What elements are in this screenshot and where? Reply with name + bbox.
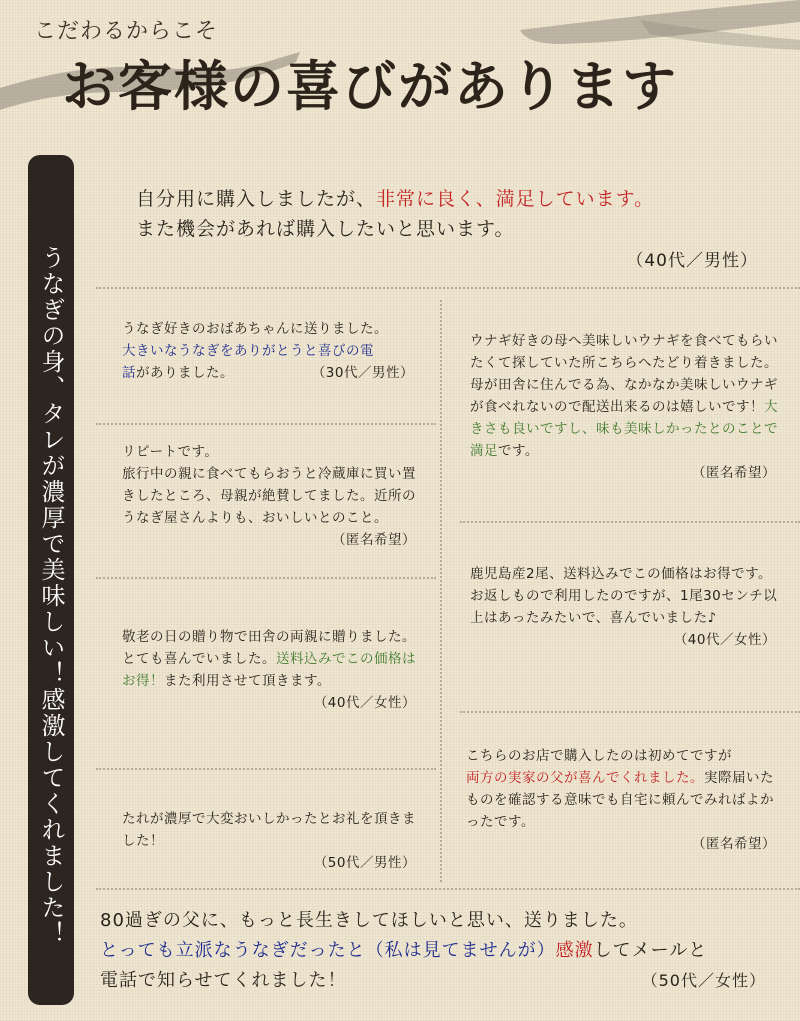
review-text: です。 [498,443,539,459]
divider [96,768,436,770]
review-highlight: 両方の実家の父が喜んでくれました。 [466,770,704,786]
review-text: リピートです。 [122,444,219,460]
bottom-review-line1: 80過ぎの父に、もっと長生きしてほしいと思い、送りました。 [100,910,638,931]
sidebar-banner [28,155,74,1005]
review-card [122,808,422,874]
bottom-review [100,906,780,996]
review-attribution: （匿名希望） [692,465,776,481]
review-card [466,745,782,855]
bottom-review-line2 [100,936,780,966]
featured-review-text: 自分用に購入しましたが、 [136,188,377,210]
review-card [470,563,782,651]
featured-review-line2: また機会があれば購入したいと思います。 [136,218,515,240]
review-text: こちらのお店で購入したのは初めてですが [466,748,732,764]
bottom-review-text: してメールと [593,940,708,961]
header-subtitle: こだわるからこそ [34,19,219,44]
review-text: うなぎ好きのおばあちゃんに送りました。 [122,321,388,337]
bottom-review-highlight: とっても立派なうなぎだったと（私は見てませんが） [100,940,556,961]
review-text: また利用させて頂きます。 [164,673,331,689]
review-card [470,330,782,484]
sidebar-banner-text: うなぎの身、タレが濃厚で美味しい！感激してくれました！ [37,245,65,947]
review-text: 旅行中の親に食べてもらおうと冷蔵庫に買い置きしたところ、母親が絶賛してました。近所のうなぎ屋さんよりも、おいしいとのこと。 [122,466,416,526]
review-card [122,318,422,384]
review-highlight: 大きさも良いですし、味も美味しかったとのことで満足 [470,399,778,459]
review-text: 敬老の日の贈り物で田舎の両親に贈りました。とても喜んでいました。 [122,629,416,667]
review-attribution: （50代／男性） [313,855,416,871]
featured-review-line1 [136,184,776,214]
review-text: たれが濃厚で大変おいしかったとお礼を頂きました！ [122,811,416,849]
review-text: 鹿児島産2尾、送料込みでこの価格はお得です。お返しもので利用したのですが、1尾30センチ以上はあったみたいで、喜んでいました♪ [470,566,778,626]
review-highlight: 話 [122,365,136,381]
review-text: がありました。 [136,365,234,381]
review-attribution: （40代／女性） [673,632,776,648]
review-text: ウナギ好きの母へ美味しいウナギを食べてもらいたくて探していた所こちらへたどり着きました。母が田舎に住んでる為、なかなか美味しいウナギが食べれないので配送出来るのは嬉しいです！ [470,333,778,415]
divider [96,423,436,425]
bottom-review-line3: 電話で知らせてくれました！ [100,970,347,991]
review-line [122,362,422,384]
divider [96,888,800,890]
bottom-review-emphasis: 感激 [555,940,594,961]
divider [460,711,800,713]
review-highlight: 送料込みでこの価格はお得！ [122,651,416,689]
divider [460,521,800,523]
review-highlight: 大きいなうなぎをありがとうと喜びの電 [122,343,374,359]
bottom-review-attribution: （50代／女性） [641,971,766,990]
page-title: お客様の喜びがあります [62,54,678,118]
review-text: 実際届いたものを確認する意味でも自宅に頼んでみればよかったです。 [466,770,774,830]
review-card [122,626,422,714]
divider [440,300,442,882]
divider [96,577,436,579]
divider [96,287,800,289]
featured-review-attribution: （40代／男性） [626,251,758,271]
review-card [122,441,422,551]
review-attribution: （30代／男性） [311,365,414,381]
featured-review [136,184,776,271]
featured-review-highlight: 非常に良く、満足しています。 [376,188,655,210]
review-attribution: （匿名希望） [332,532,416,548]
review-attribution: （匿名希望） [692,836,776,852]
review-attribution: （40代／女性） [313,695,416,711]
